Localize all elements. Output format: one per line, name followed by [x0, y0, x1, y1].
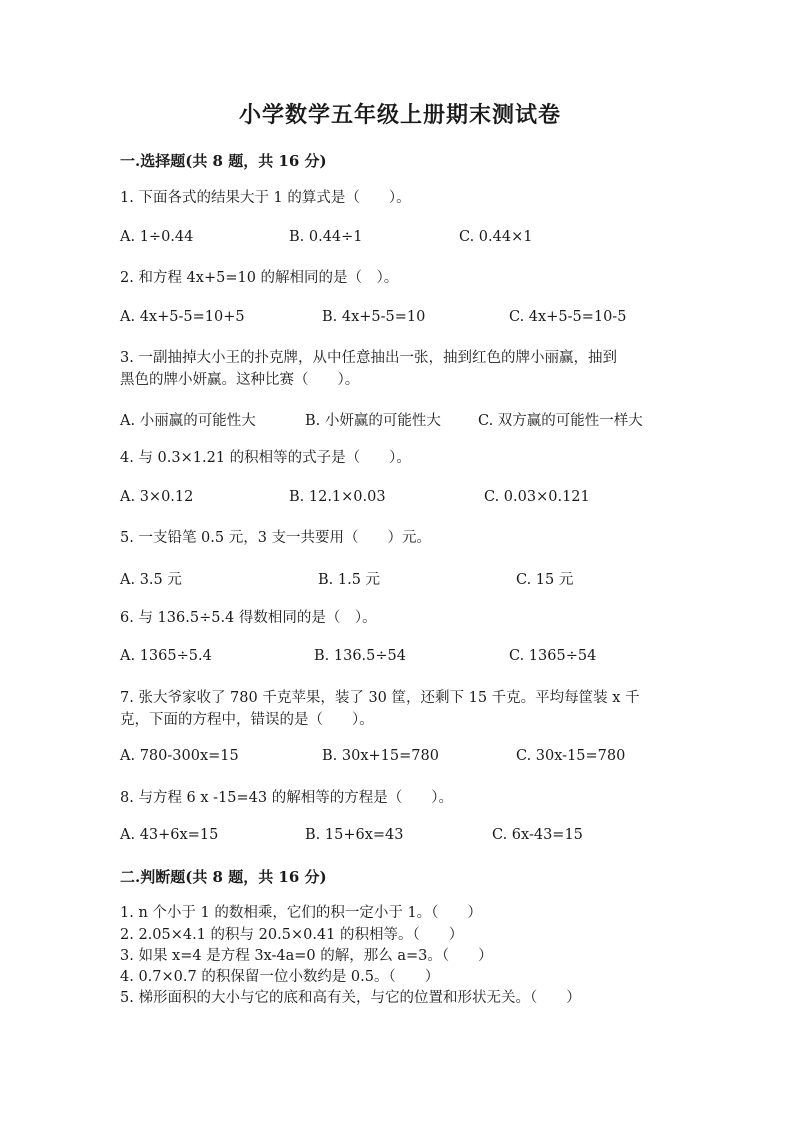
- question-6-stem: 6. 与 136.5÷5.4 得数相同的是（ ）。: [120, 610, 377, 626]
- question-4-stem: 4. 与 0.3×1.21 的积相等的式子是（ ）。: [120, 450, 411, 466]
- section-heading-true-false: 二.判断题(共 8 题，共 16 分): [120, 868, 327, 886]
- question-3-stem-line-2: 黑色的牌小妍赢。这种比赛（ ）。: [120, 372, 360, 388]
- question-2-option-b: B. 4x+5-5=10: [322, 309, 426, 325]
- question-5-option-a: A. 3.5 元: [120, 572, 182, 588]
- question-3-stem-line-1: 3. 一副抽掉大小王的扑克牌，从中任意抽出一张，抽到红色的牌小丽赢，抽到: [120, 350, 617, 366]
- question-1-stem: 1. 下面各式的结果大于 1 的算式是（ ）。: [120, 190, 411, 206]
- question-8-option-b: B. 15+6x=43: [305, 827, 404, 843]
- question-7-option-a: A. 780-300x=15: [120, 748, 239, 764]
- question-1-option-a: A. 1÷0.44: [120, 229, 194, 245]
- question-8-stem: 8. 与方程 6 x -15=43 的解相等的方程是（ ）。: [120, 790, 453, 806]
- true-false-item-4: 4. 0.7×0.7 的积保留一位小数约是 0.5。（ ）: [120, 969, 440, 985]
- question-1-option-c: C. 0.44×1: [459, 229, 533, 245]
- question-6-option-c: C. 1365÷54: [509, 648, 597, 664]
- question-5-stem: 5. 一支铅笔 0.5 元，3 支一共要用（ ）元。: [120, 530, 432, 546]
- question-7-stem-line-1: 7. 张大爷家收了 780 千克苹果，装了 30 筐，还剩下 15 千克。平均每筐装 x 千: [120, 690, 640, 706]
- question-5-option-c: C. 15 元: [516, 572, 574, 588]
- question-7-option-b: B. 30x+15=780: [322, 748, 439, 764]
- question-7-option-c: C. 30x-15=780: [516, 748, 626, 764]
- page-title: 小学数学五年级上册期末测试卷: [238, 102, 561, 128]
- question-3-option-b: B. 小妍赢的可能性大: [305, 413, 441, 429]
- true-false-item-1: 1. n 个小于 1 的数相乘，它们的积一定小于 1。（ ）: [120, 905, 482, 921]
- question-7-stem-line-2: 克，下面的方程中，错误的是（ ）。: [120, 712, 374, 728]
- question-5-option-b: B. 1.5 元: [318, 572, 381, 588]
- section-heading-multiple-choice: 一.选择题(共 8 题，共 16 分): [120, 152, 327, 170]
- question-4-option-b: B. 12.1×0.03: [289, 489, 386, 505]
- question-3-option-a: A. 小丽赢的可能性大: [120, 413, 256, 429]
- question-8-option-c: C. 6x-43=15: [492, 827, 583, 843]
- question-2-option-c: C. 4x+5-5=10-5: [509, 309, 627, 325]
- question-2-option-a: A. 4x+5-5=10+5: [120, 309, 245, 325]
- question-3-option-c: C. 双方赢的可能性一样大: [478, 413, 643, 429]
- true-false-item-2: 2. 2.05×4.1 的积与 20.5×0.41 的积相等。（ ）: [120, 927, 464, 943]
- question-4-option-a: A. 3×0.12: [120, 489, 194, 505]
- true-false-item-3: 3. 如果 x=4 是方程 3x-4a=0 的解，那么 a=3。（ ）: [120, 948, 493, 964]
- question-2-stem: 2. 和方程 4x+5=10 的解相同的是（ ）。: [120, 270, 399, 286]
- question-4-option-c: C. 0.03×0.121: [484, 489, 590, 505]
- question-6-option-b: B. 136.5÷54: [314, 648, 406, 664]
- question-1-option-b: B. 0.44÷1: [289, 229, 363, 245]
- true-false-item-5: 5. 梯形面积的大小与它的底和高有关，与它的位置和形状无关。（ ）: [120, 990, 581, 1006]
- question-8-option-a: A. 43+6x=15: [120, 827, 219, 843]
- question-6-option-a: A. 1365÷5.4: [120, 648, 212, 664]
